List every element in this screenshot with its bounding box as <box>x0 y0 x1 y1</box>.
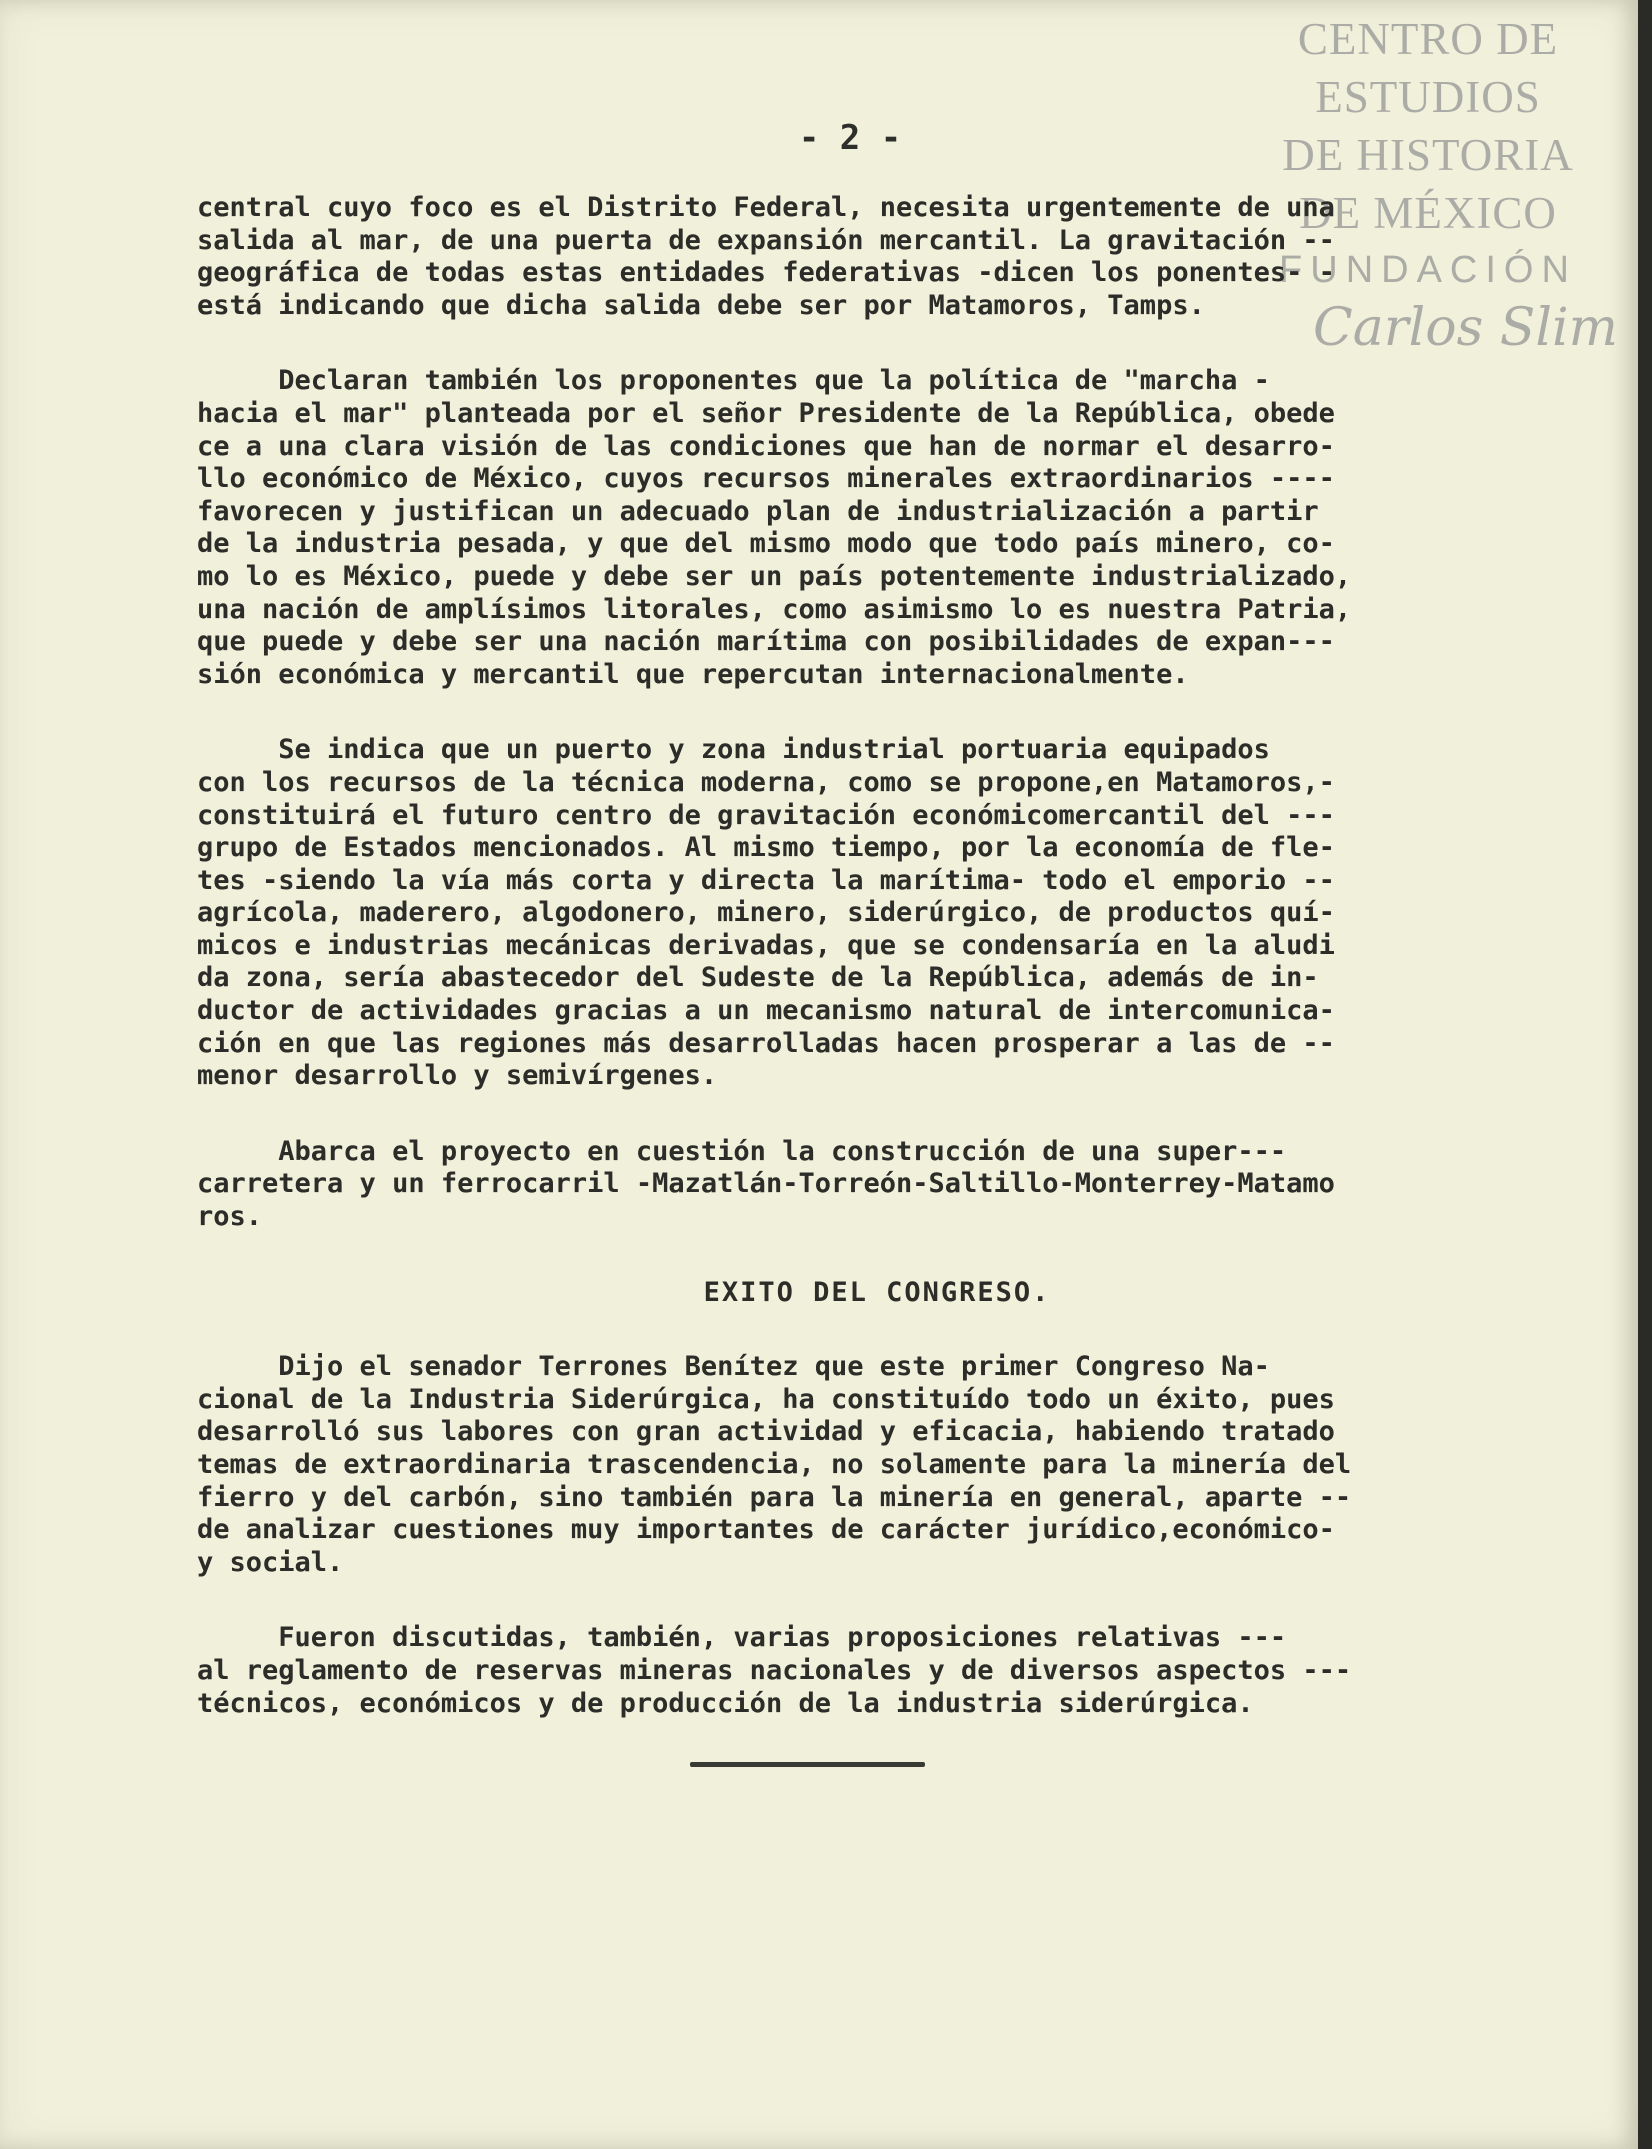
page-number: - 2 - <box>798 118 902 158</box>
text-line: sión económica y mercantil que repercutan internacionalmente. <box>197 658 1189 690</box>
text-line: Se indica que un puerto y zona industrial portuaria equipados <box>197 734 1270 766</box>
text-line: constituirá el futuro centro de gravitación económicomercantil del --- <box>197 799 1335 831</box>
text-line: tes -siendo la vía más corta y directa la marítima- todo el emporio -- <box>197 864 1335 896</box>
watermark-line: CENTRO DE <box>1297 14 1559 64</box>
text-line: al reglamento de reservas mineras nacionales y de diversos aspectos --- <box>197 1654 1352 1686</box>
text-line: central cuyo foco es el Distrito Federal, necesita urgentemente de una <box>197 192 1335 223</box>
text-line: geográfica de todas estas entidades federativas -dicen los ponentes- - <box>197 257 1335 289</box>
paragraph <box>197 1622 1557 1720</box>
text-line: de analizar cuestiones muy importantes de carácter jurídico,económico- <box>197 1514 1335 1546</box>
text-line: carretera y un ferrocarril -Mazatlán-Torreón-Saltillo-Monterrey-Matamo <box>197 1168 1335 1200</box>
text-line: Dijo el senador Terrones Benítez que este primer Congreso Na- <box>197 1351 1270 1383</box>
text-line: de la industria pesada, y que del mismo modo que todo país minero, co- <box>197 528 1335 560</box>
text-line: que puede y debe ser una nación marítima con posibilidades de expan--- <box>197 626 1335 658</box>
watermark-line: DE HISTORIA <box>1282 130 1574 180</box>
text-line: Fueron discutidas, también, varias proposiciones relativas --- <box>197 1622 1287 1654</box>
text-line: menor desarrollo y semivírgenes. <box>197 1060 718 1092</box>
text-line: y social. <box>197 1546 344 1578</box>
text-line: está indicando que dicha salida debe ser por Matamoros, Tamps. <box>197 289 1205 321</box>
text-line: con los recursos de la técnica moderna, como se propone,en Matamoros,- <box>197 766 1335 798</box>
text-line: ce a una clara visión de las condiciones que han de normar el desarro- <box>197 430 1335 462</box>
paragraph <box>197 192 1557 322</box>
paragraph <box>197 365 1557 691</box>
text-line: favorecen y justifican un adecuado plan de industrialización a partir <box>197 495 1319 527</box>
text-line: da zona, sería abastecedor del Sudeste de la República, además de in- <box>197 962 1319 994</box>
document-body <box>197 192 1557 1763</box>
text-line: desarrolló sus labores con gran actividad y eficacia, habiendo tratado <box>197 1416 1335 1448</box>
text-line: hacia el mar" planteada por el señor Presidente de la República, obede <box>197 397 1335 429</box>
text-line: ductor de actividades gracias a un mecanismo natural de intercomunica- <box>197 995 1335 1027</box>
section-heading: EXITO DEL CONGRESO. <box>703 1276 1051 1308</box>
text-line: grupo de Estados mencionados. Al mismo tiempo, por la economía de fle- <box>197 832 1335 864</box>
closing-rule <box>690 1762 925 1767</box>
text-line: ros. <box>197 1201 263 1233</box>
watermark-line: DE MÉXICO <box>1299 188 1557 238</box>
watermark-signature: Carlos Slim <box>1313 298 1618 358</box>
paragraph <box>197 1351 1557 1579</box>
paragraph <box>197 734 1557 1093</box>
text-line: mo lo es México, puede y debe ser un país potentemente industrializado, <box>197 560 1352 592</box>
body-section-2 <box>197 1351 1557 1720</box>
text-line: agrícola, maderero, algodonero, minero, siderúrgico, de productos quí- <box>197 897 1335 929</box>
text-line: temas de extraordinaria trascendencia, no solamente para la minería del <box>197 1449 1352 1480</box>
text-line: llo económico de México, cuyos recursos minerales extraordinarios ---- <box>197 463 1335 495</box>
text-line: ción en que las regiones más desarrolladas hacen prosperar a las de -- <box>197 1027 1335 1059</box>
text-line: cional de la Industria Siderúrgica, ha constituído todo un éxito, pues <box>197 1383 1335 1415</box>
text-line: fierro y del carbón, sino también para la minería en general, aparte -- <box>197 1481 1352 1513</box>
watermark-foundation: FUNDACIÓN <box>1279 249 1577 291</box>
body-section-1 <box>197 192 1557 1234</box>
text-line: micos e industrias mecánicas derivadas, que se condensaría en la aludi <box>197 929 1335 961</box>
text-line: técnicos, económicos y de producción de la industria siderúrgica. <box>197 1687 1254 1719</box>
text-line: una nación de amplísimos litorales, como asimismo lo es nuestra Patria, <box>197 593 1352 625</box>
text-line: salida al mar, de una puerta de expansión mercantil. La gravitación -- <box>197 224 1335 256</box>
text-line: Declaran también los proponentes que la política de "marcha - <box>197 365 1270 397</box>
watermark-line: ESTUDIOS <box>1315 72 1541 122</box>
text-line: Abarca el proyecto en cuestión la construcción de una super--- <box>197 1135 1287 1167</box>
paragraph <box>197 1136 1557 1234</box>
